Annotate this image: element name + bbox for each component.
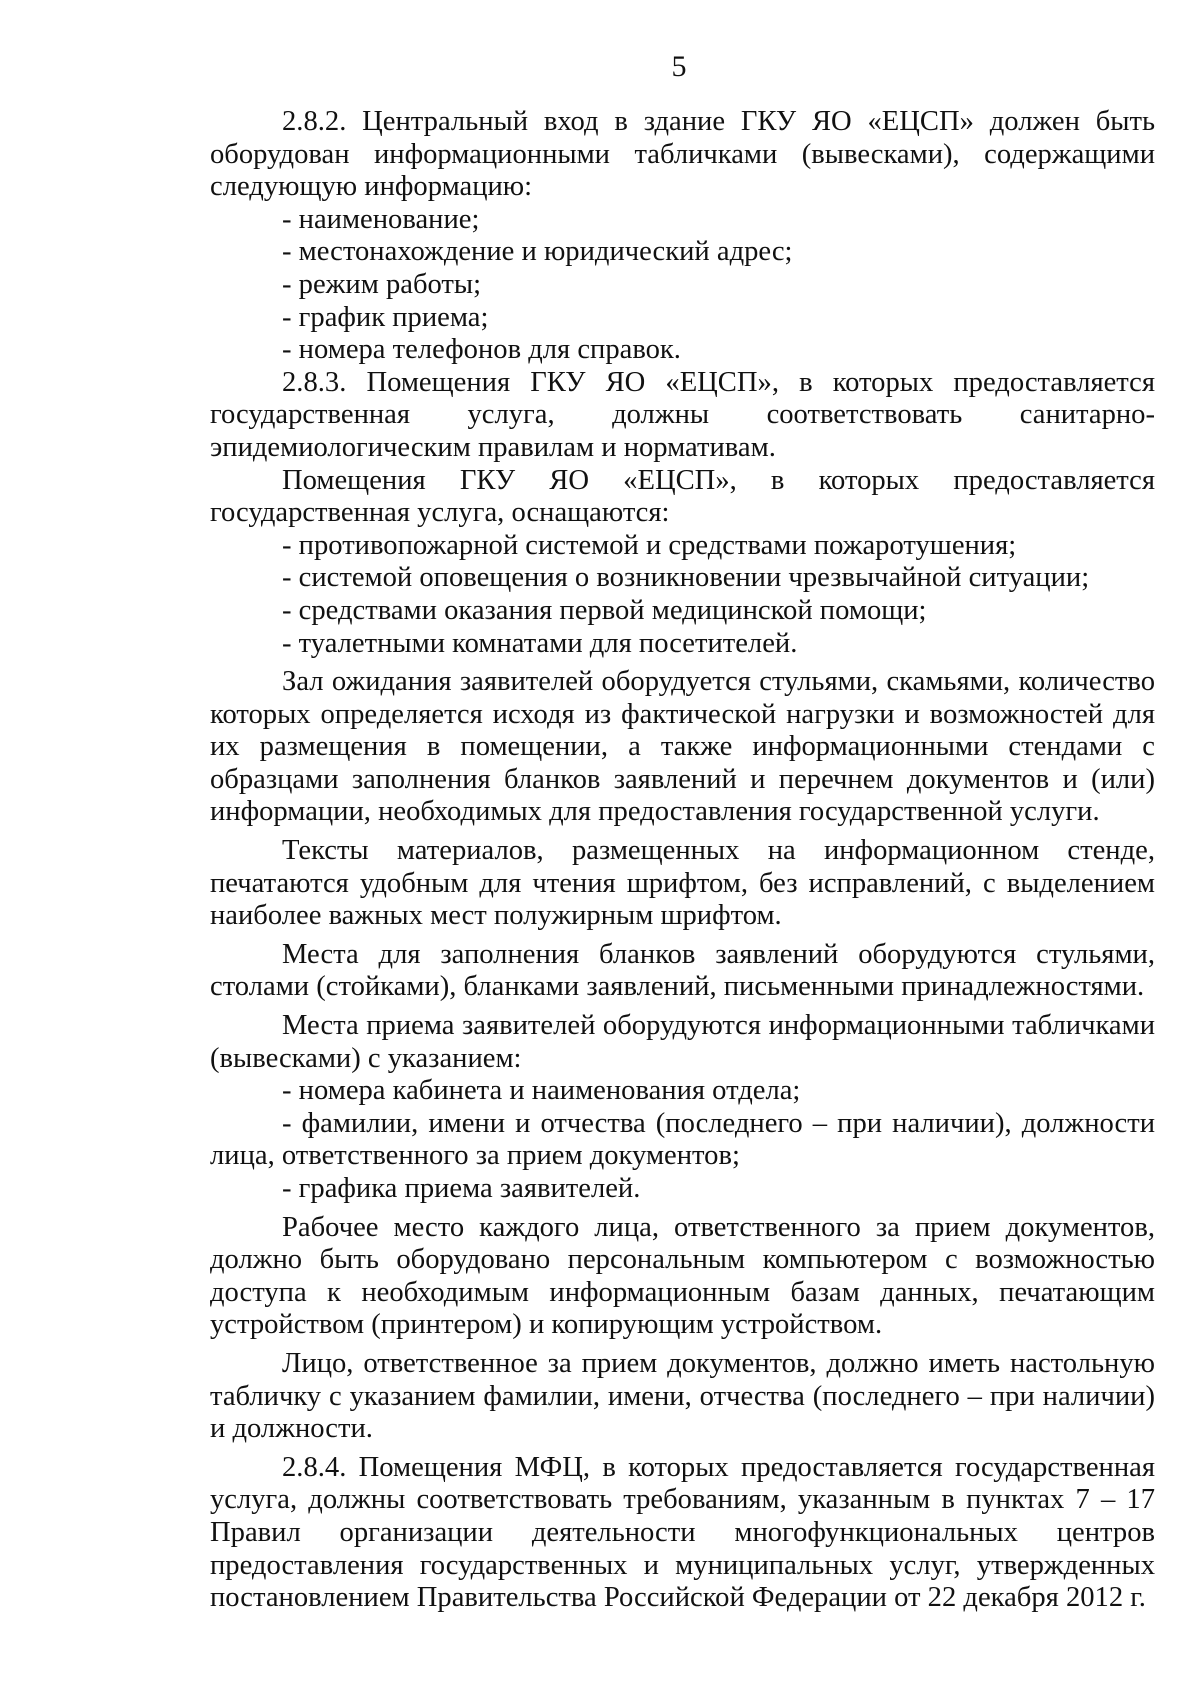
document-body bbox=[210, 106, 1155, 1615]
list-item: - средствами оказания первой медицинской помощи; bbox=[282, 594, 927, 626]
list-item: - системой оповещения о возникновении чрезвычайной ситуации; bbox=[282, 562, 1090, 594]
paragraph: Рабочее место каждого лица, ответственного за прием документов, должно быть оборудовано персональным компьютером с возможностью доступа к необходимым информационным базам данных, печатающим устройством (принтером) и копирующим устройством. bbox=[210, 1211, 1155, 1341]
paragraph: Места для заполнения бланков заявлений оборудуются стульями, столами (стойками), бланками заявлений, письменными принадлежностями. bbox=[210, 938, 1155, 1003]
paragraph: Места приема заявителей оборудуются информационными табличками (вывесками) с указанием: bbox=[210, 1010, 1155, 1074]
paragraph: Лицо, ответственное за прием документов, должно иметь настольную табличку с указанием фамилии, имени, отчества (последнего – при наличии) и должности. bbox=[210, 1347, 1155, 1445]
paragraph: Зал ожидания заявителей оборудуется стульями, скамьями, количество которых определяется исходя из фактической нагрузки и возможностей для их размещения в помещении, а также информационными стендами с образцами заполнения бланков заявлений и перечнем документов и (или) информации, необходимых для предоставления государственной услуги. bbox=[210, 666, 1155, 828]
list-item: - номера кабинета и наименования отдела; bbox=[282, 1075, 801, 1107]
paragraph: Тексты материалов, размещенных на информационном стенде, печатаются удобным для чтения шрифтом, без исправлений, с выделением наиболее важных мест полужирным шрифтом. bbox=[210, 835, 1155, 932]
list-item: - графика приема заявителей. bbox=[282, 1173, 641, 1204]
list-item: - номера телефонов для справок. bbox=[282, 334, 681, 366]
list-item: - туалетными комнатами для посетителей. bbox=[282, 627, 798, 659]
paragraph-2-8-4: 2.8.4. Помещения МФЦ, в которых предоставляется государственная услуга, должны соответствовать требованиям, указанным в пунктах 7 – 17 Правил организации деятельности многофункциональных центров предоставления государственных и муниципальных услуг, утвержденных постановлением Правительства Российской Федерации от 22 декабря 2012 г. bbox=[210, 1451, 1155, 1614]
paragraph-2-8-2: 2.8.2. Центральный вход в здание ГКУ ЯО «ЕЦСП» должен быть оборудован информационными табличками (вывесками), содержащими следующую информацию: bbox=[210, 106, 1155, 203]
list-item: - фамилии, имени и отчества (последнего – при наличии), должности лица, ответственного за прием документов; bbox=[210, 1107, 1155, 1172]
paragraph: Помещения ГКУ ЯО «ЕЦСП», в которых предоставляется государственная услуга, оснащаются: bbox=[210, 464, 1155, 529]
list-item: - наименование; bbox=[282, 203, 480, 235]
list-item: - противопожарной системой и средствами пожаротушения; bbox=[282, 529, 1017, 561]
page-number: 5 bbox=[671, 50, 687, 83]
paragraph-2-8-3: 2.8.3. Помещения ГКУ ЯО «ЕЦСП», в которых предоставляется государственная услуга, должны соответствовать санитарно-эпидемиологическим правилам и нормативам. bbox=[210, 366, 1155, 463]
list-item: - местонахождение и юридический адрес; bbox=[282, 236, 793, 268]
list-item: - режим работы; bbox=[282, 268, 482, 300]
list-item: - график приема; bbox=[282, 301, 489, 333]
